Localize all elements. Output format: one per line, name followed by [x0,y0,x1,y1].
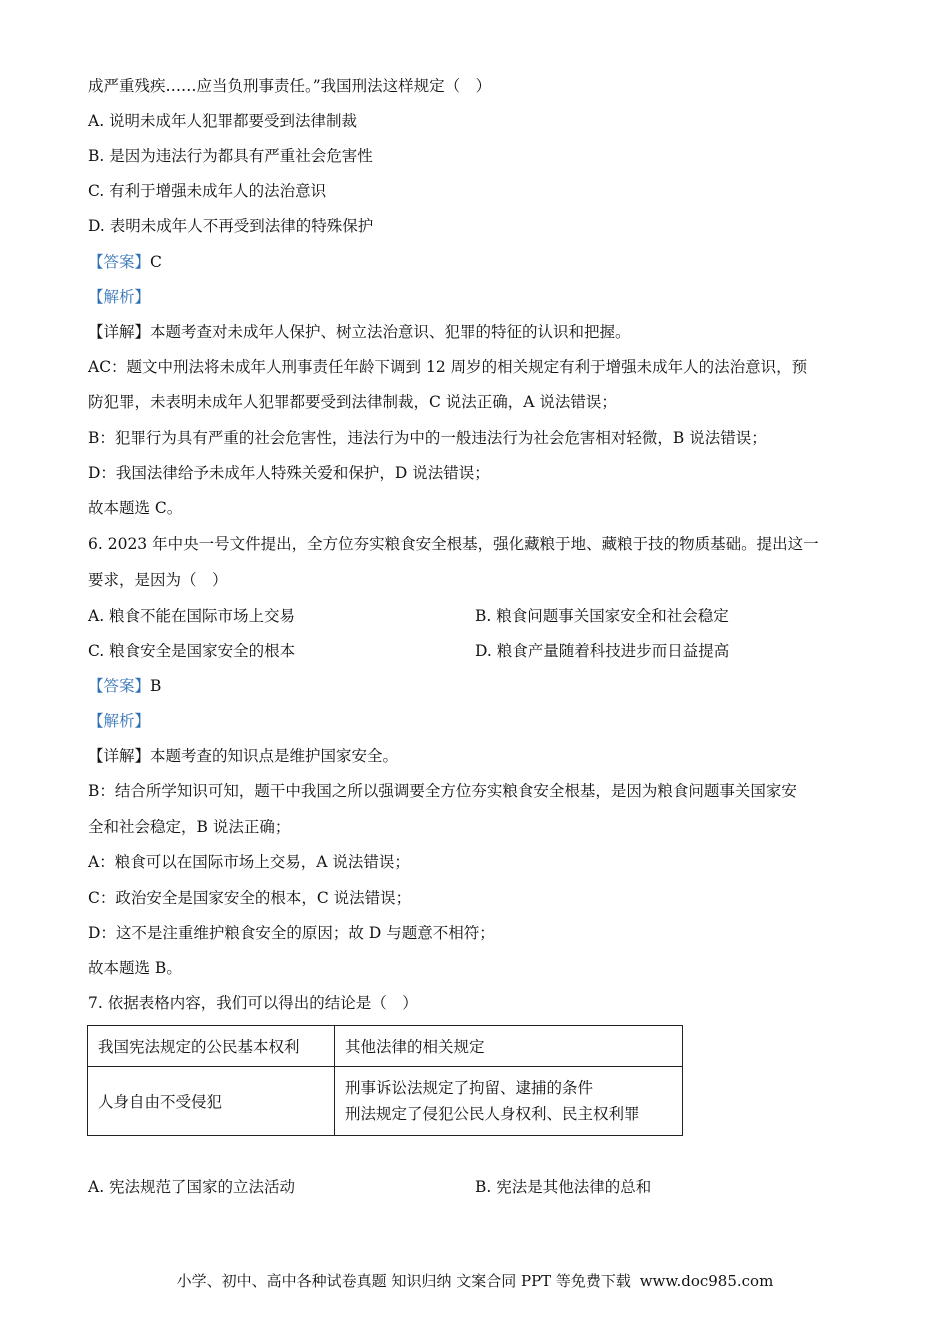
q5-detail-line: B：犯罪行为具有严重的社会危害性，违法行为中的一般违法行为社会危害相对轻微，B 说法错误； [88,429,767,447]
q5-option-b: B. 是因为违法行为都具有严重社会危害性 [88,147,373,165]
q5-option-d: D. 表明未成年人不再受到法律的特殊保护 [88,217,374,235]
answer-tag: 【答案】 [88,677,151,695]
q6-detail-line: 全和社会稳定，B 说法正确； [88,818,291,836]
table-header-cell: 我国宪法规定的公民基本权利 [88,1026,335,1067]
q5-answer [88,252,162,272]
q6-detail-line: C：政治安全是国家安全的根本，C 说法错误； [88,889,412,907]
law-provision: 刑事诉讼法规定了拘留、逮捕的条件 [345,1079,594,1097]
q6-stem-line: 6. 2023 年中央一号文件提出，全方位夯实粮食安全根基，强化藏粮于地、藏粮于技的物质基础。提出这一 [88,535,819,553]
answer-value: C [150,253,162,271]
q7-option-a: A. 宪法规范了国家的立法活动 [88,1178,296,1196]
q6-option-d: D. 粮食产量随着科技进步而日益提高 [475,642,730,660]
q5-option-a: A. 说明未成年人犯罪都要受到法律制裁 [88,112,358,130]
q5-detail-line: AC：题文中刑法将未成年人刑事责任年龄下调到 12 周岁的相关规定有利于增强未成年人的法治意识，预 [88,358,808,376]
q5-detail-line: 防犯罪，未表明未成年人犯罪都要受到法律制裁，C 说法正确，A 说法错误； [88,393,617,411]
table-row [88,1067,683,1136]
law-provision: 刑法规定了侵犯公民人身权利、民主权利罪 [345,1105,640,1123]
q5-stem-end: 成严重残疾……应当负刑事责任。”我国刑法这样规定（ ） [88,77,492,95]
q5-analysis-tag: 【解析】 [88,288,151,306]
q6-option-a: A. 粮食不能在国际市场上交易 [88,607,296,625]
q5-option-c: C. 有利于增强未成年人的法治意识 [88,182,327,200]
table-header-cell: 其他法律的相关规定 [335,1026,683,1067]
q6-detail-line: 故本题选 B。 [88,959,182,977]
q7-stem: 7. 依据表格内容，我们可以得出的结论是（ ） [88,994,418,1012]
footer-text: 小学、初中、高中各种试卷真题 知识归纳 文案合同 PPT 等免费下载 [176,1272,631,1290]
q6-stem-line: 要求，是因为（ ） [88,571,228,589]
q6-analysis-tag: 【解析】 [88,712,151,730]
answer-tag: 【答案】 [88,253,151,271]
q5-detail-line: 【详解】本题考查对未成年人保护、树立法治意识、犯罪的特征的认识和把握。 [88,323,631,341]
q6-detail-line: 【详解】本题考查的知识点是维护国家安全。 [88,747,399,765]
q5-detail-line: 故本题选 C。 [88,499,183,517]
answer-value: B [150,677,162,695]
q6-detail-line: B：结合所学知识可知，题干中我国之所以强调要全方位夯实粮食安全根基，是因为粮食问题事关国家安 [88,782,797,800]
q6-detail-line: A：粮食可以在国际市场上交易，A 说法错误； [88,853,410,871]
table-header-row [88,1026,683,1067]
q5-detail-line: D：我国法律给予未成年人特殊关爱和保护，D 说法错误； [88,464,490,482]
q6-option-b: B. 粮食问题事关国家安全和社会稳定 [475,607,729,625]
q6-option-c: C. 粮食安全是国家安全的根本 [88,642,296,660]
q6-detail-line: D：这不是注重维护粮食安全的原因；故 D 与题意不相符； [88,924,495,942]
table-cell-related-laws [335,1067,683,1136]
page-footer [0,1270,950,1291]
rights-table [87,1025,683,1136]
q6-answer [88,676,161,696]
q7-option-b: B. 宪法是其他法律的总和 [475,1178,652,1196]
table-cell-right-name: 人身自由不受侵犯 [88,1067,335,1136]
footer-site-link[interactable]: www.doc985.com [639,1272,774,1290]
